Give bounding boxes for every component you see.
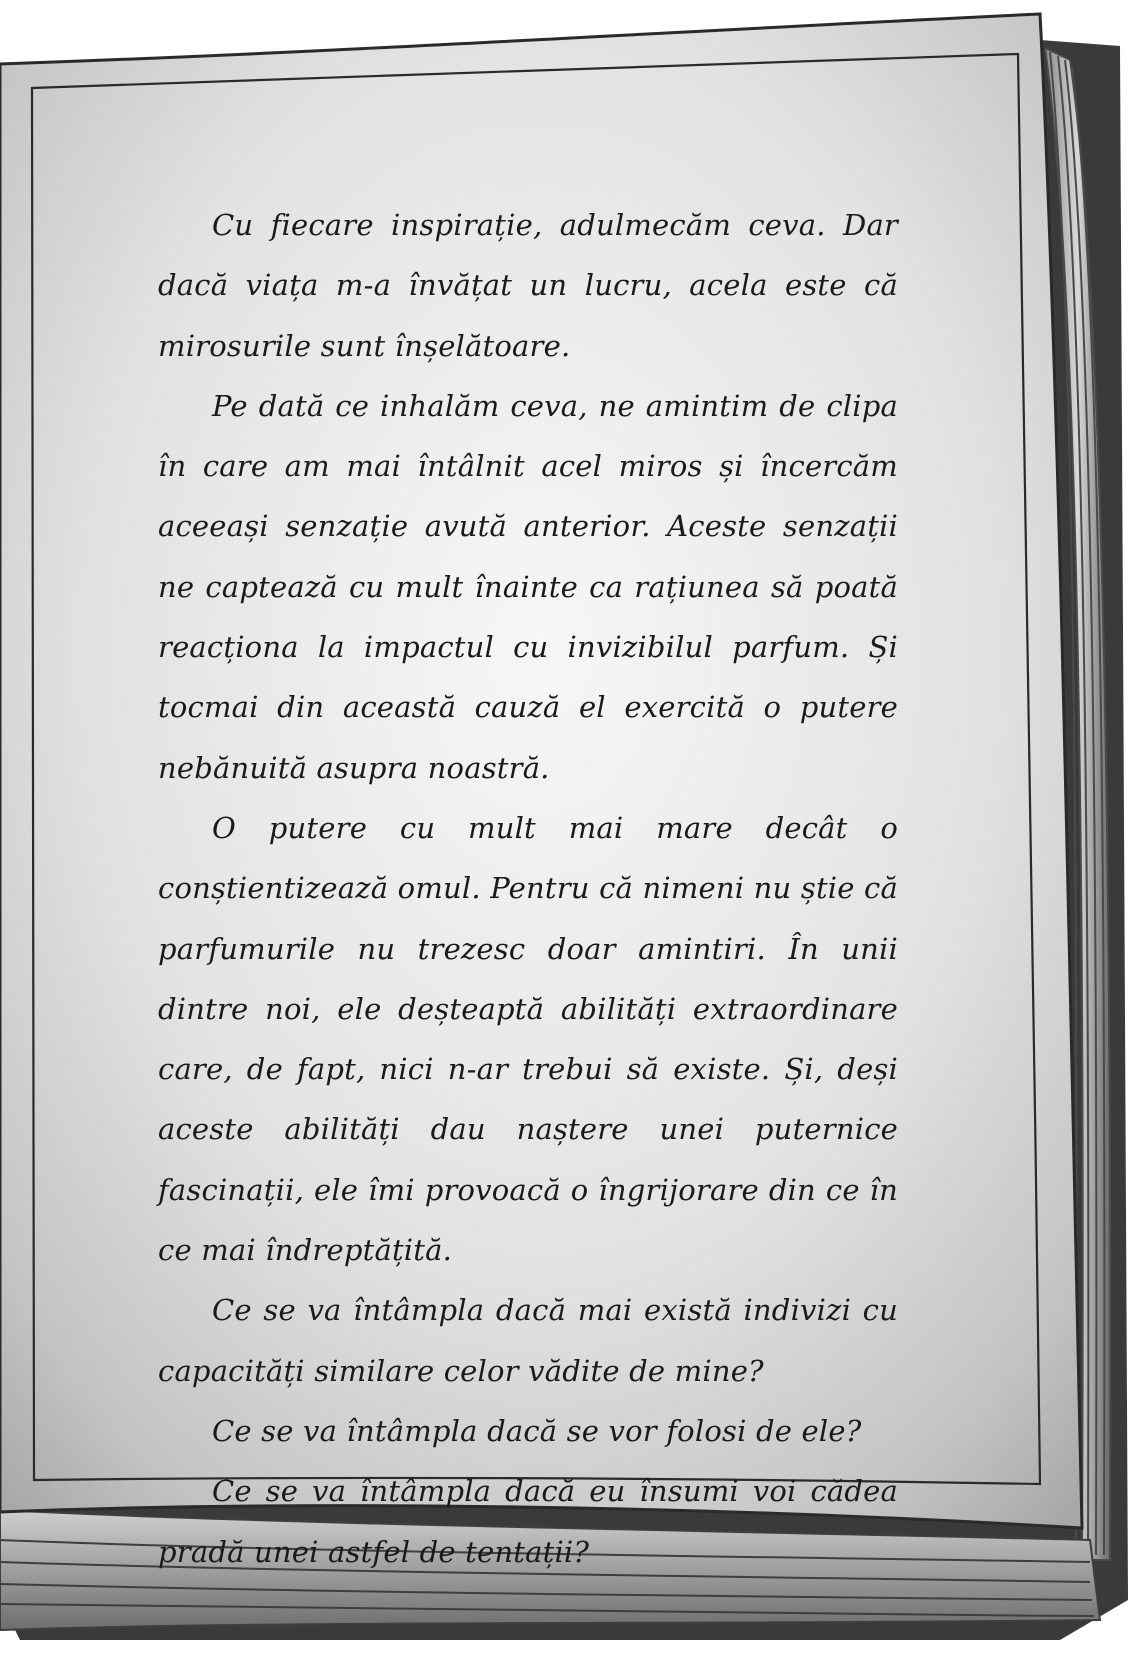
paragraph-1: Cu fiecare inspirație, adulmecăm ceva. Dar dacă viața m-a învățat un lucru, acela este că mirosurile sunt înșelătoare. xyxy=(158,208,898,363)
paragraph-3: O putere cu mult mai mare decât o conștientizează omul. Pentru că nimeni nu știe că parfumurile nu trezesc doar amintiri. În unii dintre noi, ele deșteaptă abilități extraordinare care, de fapt, nici n-ar trebui să existe. Și, deși aceste abilități dau naștere unei puternice fascinații, ele îmi provoacă o îngrijorare din ce în ce mai îndreptățită. xyxy=(158,810,898,1268)
paragraph-4: Ce se va întâmpla dacă mai există indivizi cu capacități similare celor vădite de mine? xyxy=(158,1293,898,1388)
paragraph-5: Ce se va întâmpla dacă se vor folosi de ele? xyxy=(212,1413,862,1448)
paragraph-6: Ce se va întâmpla dacă eu însumi voi cădea pradă unei astfel de tentații? xyxy=(158,1474,898,1569)
paragraph-2: Pe dată ce inhalăm ceva, ne amintim de clipa în care am mai întâlnit acel miros și încercăm aceeași senzație avută anterior. Aceste senzații ne captează cu mult înainte ca rațiunea să poată reacționa la impactul cu invizibilul parfum. Și tocmai din această cauză el exercită o putere nebănuită asupra noastră. xyxy=(158,388,898,785)
page-text xyxy=(158,195,898,1582)
